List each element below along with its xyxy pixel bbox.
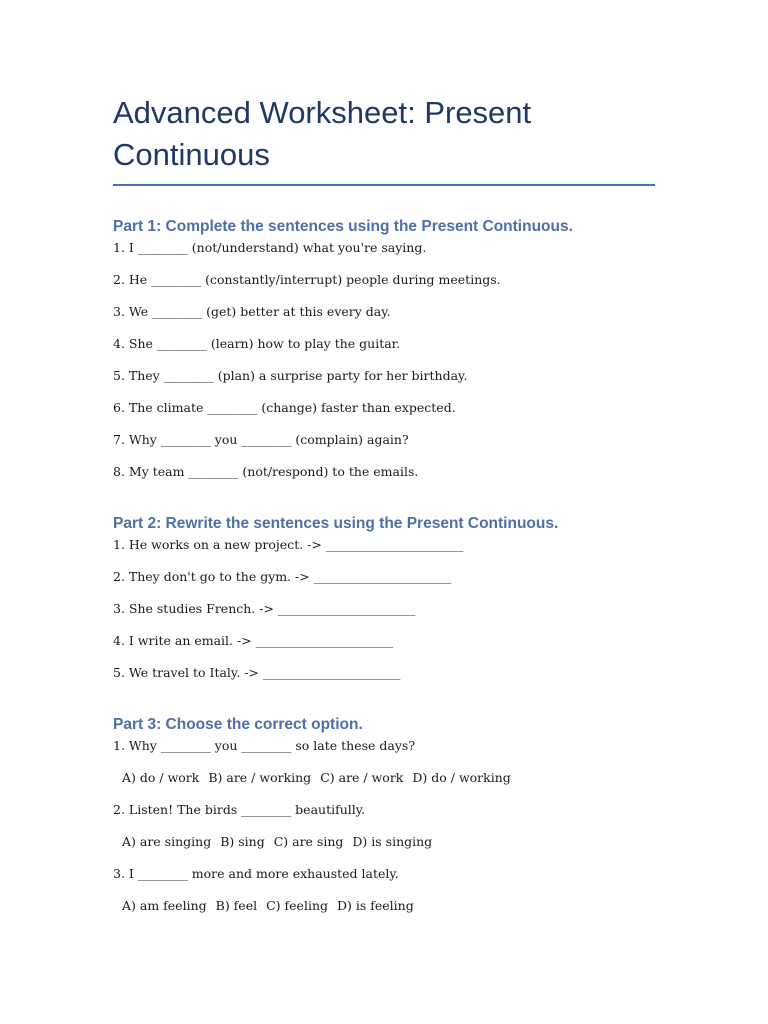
option-d: D) is feeling	[337, 898, 414, 913]
part-1-item: 1. I ________ (not/understand) what you're saying.	[113, 240, 427, 255]
part-2-item: 2. They don't go to the gym. -> ______________________	[113, 569, 452, 584]
option-b: B) are / working	[208, 770, 312, 785]
part-3-heading: Part 3: Choose the correct option.	[113, 716, 363, 733]
option-a: A) am feeling	[122, 898, 207, 913]
part-3-options	[113, 770, 655, 786]
title-line-2: Continuous	[113, 137, 270, 172]
part-1-item: 2. He ________ (constantly/interrupt) people during meetings.	[113, 272, 501, 287]
part-2-item: 1. He works on a new project. -> ______________________	[113, 537, 464, 552]
part-2-heading: Part 2: Rewrite the sentences using the Present Continuous.	[113, 515, 559, 532]
part-3-question: 3. I ________ more and more exhausted lately.	[113, 866, 399, 881]
option-a: A) are singing	[122, 834, 212, 849]
option-d: D) do / working	[412, 770, 511, 785]
part-1-heading: Part 1: Complete the sentences using the Present Continuous.	[113, 218, 573, 235]
option-d: D) is singing	[352, 834, 433, 849]
part-3-question: 2. Listen! The birds ________ beautifully.	[113, 802, 366, 817]
part-2-item: 3. She studies French. -> ______________________	[113, 601, 416, 616]
part-2-section	[113, 514, 655, 681]
part-3-options	[113, 834, 655, 850]
option-b: B) sing	[220, 834, 265, 849]
option-c: C) are sing	[273, 834, 344, 849]
part-1-item: 6. The climate ________ (change) faster than expected.	[113, 400, 456, 415]
part-3-question: 1. Why ________ you ________ so late these days?	[113, 738, 416, 753]
part-1-item: 5. They ________ (plan) a surprise party for her birthday.	[113, 368, 468, 383]
worksheet-page	[113, 92, 655, 914]
option-b: B) feel	[215, 898, 258, 913]
title-line-1: Advanced Worksheet: Present	[113, 95, 532, 130]
part-3-options	[113, 898, 655, 914]
part-2-item: 5. We travel to Italy. -> ______________________	[113, 665, 401, 680]
page-title	[113, 92, 655, 176]
part-1-item: 3. We ________ (get) better at this every day.	[113, 304, 391, 319]
part-1-section	[113, 217, 655, 480]
part-2-item: 4. I write an email. -> ______________________	[113, 633, 394, 648]
option-a: A) do / work	[122, 770, 200, 785]
option-c: C) are / work	[320, 770, 404, 785]
option-c: C) feeling	[266, 898, 328, 913]
part-1-item: 4. She ________ (learn) how to play the guitar.	[113, 336, 401, 351]
part-1-item: 8. My team ________ (not/respond) to the emails.	[113, 464, 419, 479]
title-divider	[113, 184, 655, 186]
part-3-section	[113, 715, 655, 914]
part-1-item: 7. Why ________ you ________ (complain) again?	[113, 432, 409, 447]
